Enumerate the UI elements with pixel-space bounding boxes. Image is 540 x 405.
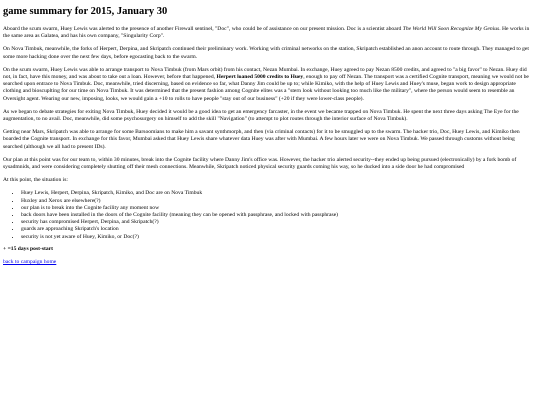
list-item: • security is not yet aware of Huey, Kimiko, or Doc(?) — [21, 234, 534, 241]
list-item: • back doors have been installed in the doors of the Cognite facility (meaning they can be opened with passphrase, and locked with passphrase) — [21, 212, 534, 219]
paragraph-mars: Getting near Mars, Skripatch was able to arrange for some Barsoomians to make him a savant synthmorph, and then (via criminal contacts) for it to be smuggled up to the swarm. The hacker trio, Doc, Huey Lewis, and Kimiko then boarded the Cognite transport. In exchange for this favor, Mumbai asked that Huey Lewis share whatever data Huey was after with Mumbai. A few hours later we were on Nova Timbuk. We passed through customs without being searched (although we all had to present IDs). — [3, 129, 520, 150]
list-item: • security has compromised Herpert, Derpina, and Skripatch(?) — [21, 219, 534, 226]
post-start-note: + =15 days post-start — [3, 245, 54, 252]
paragraph-plan: Our plan at this point was for our team to, within 30 minutes, break into the Cognite facility where Danny Jim's office was. However, the hacker trio alerted security--they ended up being pursued (electronically) by a fork bomb of sysadmnids, and were considering completely shutting off their mesh connections. Meanwhile, Skripatch noticed physical security guards coming his way, so he ducked into a side door he had compromised — [3, 156, 517, 171]
document-page — [3, 6, 534, 272]
situation-list — [3, 190, 534, 240]
situation-intro: At this point, the situation is: — [3, 177, 68, 184]
loan-highlight: Herpert loaned 5000 credits to Huey — [216, 74, 304, 81]
list-item: • our plan is to break into the Cognite facility any moment now — [21, 205, 534, 212]
paragraph-transport-text: On the scum swarm, Huey Lewis was able to arrange transport to Nova Timbuk (from Mars orbit) from his contact, Nezan Mumbai. In exchange, Huey agreed to pay Nezan 8500 credits, and agreed to "a big favor" to Nezan. Huey did not, in fact, have this money, and was about to take out a loan. However, before that happened, — [3, 66, 527, 81]
paragraph-transport-text-end: , enough to pay off Nezan. The transport was a certified Cognite transport, meaning we would not be searched upon entrace to Nova Timbuk. Doc, meanwhile, tried discerning, based on evidence so far, what Danny Jim could be up to; while Kimiko, with the help of Huey Lewis and Huey's muse, began work to design appropriate clothing and bioscuplting for our time on Nova Timbuk. It was determined that the present fashion among Cognite elites was a "stern look without looking too much like the military", where the person would seem to resemble an Oversight agent. Wearing our new, imposing, looks, we would gain a +10 to rolls to have people "stay out of our business" (+20 if they were lower-class people). — [3, 74, 529, 102]
paragraph-doc-text-end: . He works in the same area as Galatea, and has his own company, "Singularity Corp". — [3, 26, 530, 40]
paragraph-doc — [3, 26, 534, 40]
paragraph-transport — [3, 67, 534, 103]
paragraph-forks: On Nova Timbuk, meanwhile, the forks of Herpert, Derpina, and Skripatch continued their preliminary work. Working with criminal networks on the station, Skripatch established an anon account to route through. They managed to get some more hacking done over the next few days, before egocasting back to the swarm. — [3, 46, 529, 60]
list-item: • Huxley and Xerox are elsewhere(?) — [21, 198, 534, 205]
paragraph-doc-text: Aboard the scum swarm, Huey Lewis was alerted to the presence of another Firewall sentinel, "Doc", who could be of assistance on our present mission. Doc is a scientist aboard — [3, 26, 403, 32]
list-item: • guards are approaching Skripatch's location — [21, 226, 534, 233]
back-to-campaign-link[interactable]: back to campaign home — [3, 259, 57, 266]
back-link-row — [3, 259, 534, 266]
page-title: game summary for 2015, January 30 — [3, 6, 168, 17]
list-item: • Huey Lewis, Herpert, Derpina, Skripatch, Kimiko, and Doc are on Nova Timbuk — [21, 190, 534, 197]
ship-name: The World Will Soon Recognize My Genius — [402, 26, 500, 32]
paragraph-strategies: As we began to debate strategies for exiting Nova Timbuk, Huey decided it would be a good idea to get an emergency farcaster, in the event we became trapped on Nova Timbuk. He spent the next three days asking The Eye for the augmentation, to no avail. Doc, meanwhile, did some psychosurgery on himself to add the skill "Navigation" (to attempt to plot routes through the interior surface of Nova Timbuk). — [3, 108, 519, 123]
